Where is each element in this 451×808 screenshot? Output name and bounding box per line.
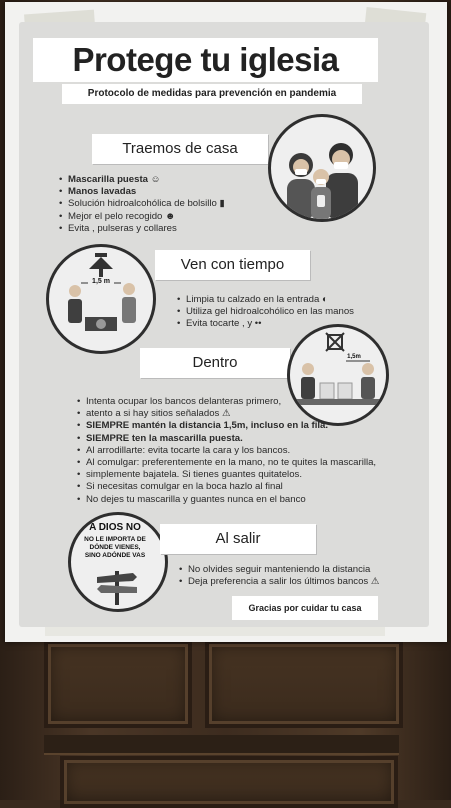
door-panel-right [205, 640, 403, 728]
list-item: • Utiliza gel hidroalcohólico en las manos [186, 306, 354, 318]
poster-title: Protege tu iglesia [33, 38, 378, 82]
list-item: • Solución hidroalcohólica de bolsillo ▮ [68, 198, 225, 210]
family-masks-illustration [268, 114, 376, 222]
section-label-dentro: Dentro [140, 348, 290, 378]
thanks-footer: Gracias por cuidar tu casa [232, 596, 378, 620]
shoe-icon: ◐ [322, 294, 328, 305]
list-item: • Limpia tu calzado en la entrada ◐ [186, 294, 354, 306]
entrance-illustration [46, 244, 156, 354]
dentro-list [74, 396, 376, 506]
list-item: • Manos lavadas [68, 186, 225, 198]
list-item: • Intenta ocupar los bancos delanteras primero, [86, 396, 376, 408]
section-label-tiempo: Ven con tiempo [155, 250, 310, 280]
section-label-casa: Traemos de casa [92, 134, 268, 164]
list-item: • SIEMPRE mantén la distancia 1,5m, incluso en la fila. [86, 420, 376, 432]
section-label-salir: Al salir [160, 524, 316, 554]
casa-list [56, 174, 225, 235]
distance-label-pews: 1,5m [342, 354, 366, 360]
bottle-icon: ▮ [219, 198, 225, 210]
door-panel-left [44, 640, 192, 728]
smile-icon: ☺ [150, 174, 161, 185]
sign-sub-text: NO LE IMPORTA DE DÓNDE VIENES, SINO ADÓNDE VAS [84, 536, 146, 559]
list-item: • No dejes tu mascarilla y guantes nunca en el banco [86, 494, 376, 506]
family-icon [271, 117, 373, 219]
list-item: • Deja preferencia a salir los últimos bancos ⚠ [188, 576, 380, 588]
hair-icon: ☻ [165, 210, 176, 222]
list-item: • Mejor el pelo recogido ☻ [68, 211, 225, 223]
list-item: • Evita , pulseras y collares [68, 223, 225, 235]
sign-main-text: A DIOS NO [89, 522, 141, 533]
list-item: • Mascarilla puesta ☺ [68, 174, 225, 186]
door-panel-bottom [60, 756, 398, 808]
eyes-icon: •• [254, 318, 262, 330]
list-item: • Al arrodillarte: evita tocarte la cara y los bancos. [86, 445, 376, 457]
warning-icon: ⚠ [370, 576, 380, 588]
list-item: • Si necesitas comulgar en la boca hazlo al final [86, 481, 376, 493]
list-item: • SIEMPRE ten la mascarilla puesta. [86, 433, 376, 445]
salir-list [176, 564, 380, 588]
list-item: • atento a si hay sitios señalados ⚠ [86, 408, 376, 420]
list-item: • simplemente bajatela. Si tienes guantes quitatelos. [86, 469, 376, 481]
warning-icon: ⚠ [222, 408, 231, 420]
list-item: • Evita tocarte , y •• [186, 318, 354, 330]
entrance-icon [49, 247, 153, 351]
poster-subtitle: Protocolo de medidas para prevención en pandemia [62, 84, 362, 104]
distance-label-entrance: 1,5 m [88, 278, 114, 285]
list-item: • Al comulgar: preferentemente en la mano, no te quites la mascarilla, [86, 457, 376, 469]
door-rail [44, 735, 399, 753]
list-item: • No olvides seguir manteniendo la distancia [188, 564, 380, 576]
